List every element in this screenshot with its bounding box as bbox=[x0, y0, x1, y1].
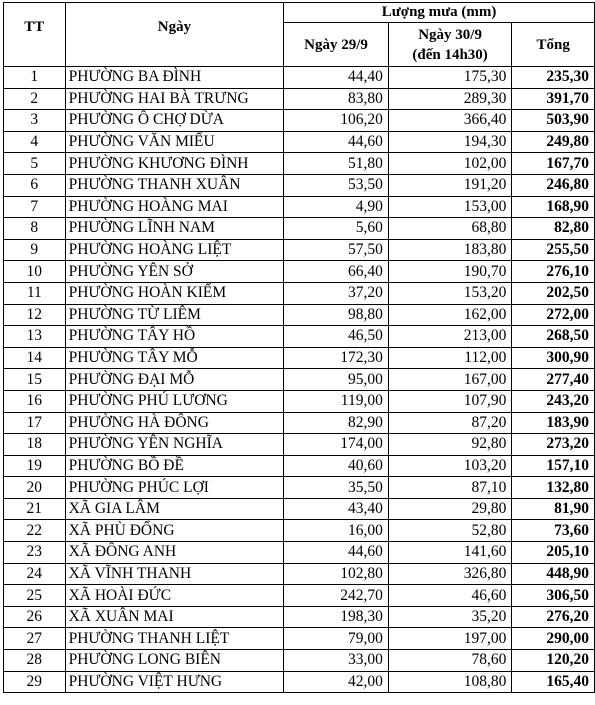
rain-total: 272,00 bbox=[512, 304, 595, 326]
table-row bbox=[4, 369, 595, 391]
rain-total: 167,70 bbox=[512, 153, 595, 175]
rain-30: 175,30 bbox=[388, 67, 512, 89]
rain-30: 141,60 bbox=[388, 542, 512, 564]
rain-29: 95,00 bbox=[284, 369, 389, 391]
ward-name: PHƯỜNG VIỆT HƯNG bbox=[65, 671, 284, 693]
header-tt: TT bbox=[4, 3, 66, 67]
rain-total: 300,90 bbox=[512, 347, 595, 369]
ward-name: XÃ GIA LÂM bbox=[65, 498, 284, 520]
rain-29: 174,00 bbox=[284, 434, 389, 456]
rain-29: 46,50 bbox=[284, 326, 389, 348]
rain-total: 290,00 bbox=[512, 628, 595, 650]
rain-total: 168,90 bbox=[512, 196, 595, 218]
rain-29: 40,60 bbox=[284, 455, 389, 477]
rain-29: 53,50 bbox=[284, 174, 389, 196]
ward-name: PHƯỜNG LONG BIÊN bbox=[65, 650, 284, 672]
rain-30: 102,00 bbox=[388, 153, 512, 175]
table-row bbox=[4, 585, 595, 607]
rain-total: 120,20 bbox=[512, 650, 595, 672]
ward-name: PHƯỜNG TÂY MỖ bbox=[65, 347, 284, 369]
table-row bbox=[4, 304, 595, 326]
row-number: 17 bbox=[4, 412, 66, 434]
row-number: 2 bbox=[4, 88, 66, 110]
rain-30: 103,20 bbox=[388, 455, 512, 477]
rain-30: 107,90 bbox=[388, 390, 512, 412]
ward-name: PHƯỜNG ĐẠI MỖ bbox=[65, 369, 284, 391]
header-luong-mua: Lượng mưa (mm) bbox=[284, 3, 595, 23]
rain-30: 112,00 bbox=[388, 347, 512, 369]
table-row bbox=[4, 326, 595, 348]
rain-29: 83,80 bbox=[284, 88, 389, 110]
row-number: 6 bbox=[4, 174, 66, 196]
table-row bbox=[4, 542, 595, 564]
header-ngay-30 bbox=[388, 23, 512, 67]
rain-total: 132,80 bbox=[512, 477, 595, 499]
rain-30: 108,80 bbox=[388, 671, 512, 693]
table-row bbox=[4, 455, 595, 477]
table-row bbox=[4, 131, 595, 153]
ward-name: PHƯỜNG HAI BÀ TRƯNG bbox=[65, 88, 284, 110]
rain-30: 92,80 bbox=[388, 434, 512, 456]
row-number: 25 bbox=[4, 585, 66, 607]
row-number: 13 bbox=[4, 326, 66, 348]
row-number: 26 bbox=[4, 606, 66, 628]
rain-29: 102,80 bbox=[284, 563, 389, 585]
ward-name: PHƯỜNG TÂY HỒ bbox=[65, 326, 284, 348]
ward-name: PHƯỜNG VĂN MIẾU bbox=[65, 131, 284, 153]
header-ngay-29: Ngày 29/9 bbox=[284, 23, 389, 67]
rain-total: 276,10 bbox=[512, 261, 595, 283]
rain-30: 87,20 bbox=[388, 412, 512, 434]
row-number: 5 bbox=[4, 153, 66, 175]
ward-name: PHƯỜNG HOÀN KIẾM bbox=[65, 282, 284, 304]
rain-29: 198,30 bbox=[284, 606, 389, 628]
table-row bbox=[4, 563, 595, 585]
table-row bbox=[4, 153, 595, 175]
rain-29: 51,80 bbox=[284, 153, 389, 175]
rain-29: 119,00 bbox=[284, 390, 389, 412]
row-number: 16 bbox=[4, 390, 66, 412]
rain-30: 153,00 bbox=[388, 196, 512, 218]
rain-total: 391,70 bbox=[512, 88, 595, 110]
table-row bbox=[4, 650, 595, 672]
rain-30: 191,20 bbox=[388, 174, 512, 196]
row-number: 29 bbox=[4, 671, 66, 693]
rain-29: 35,50 bbox=[284, 477, 389, 499]
rain-30: 87,10 bbox=[388, 477, 512, 499]
rain-total: 277,40 bbox=[512, 369, 595, 391]
table-row bbox=[4, 347, 595, 369]
table-row bbox=[4, 628, 595, 650]
row-number: 27 bbox=[4, 628, 66, 650]
rain-29: 242,70 bbox=[284, 585, 389, 607]
row-number: 7 bbox=[4, 196, 66, 218]
row-number: 1 bbox=[4, 67, 66, 89]
ward-name: PHƯỜNG PHÚ LƯƠNG bbox=[65, 390, 284, 412]
table-row bbox=[4, 110, 595, 132]
row-number: 23 bbox=[4, 542, 66, 564]
rain-29: 172,30 bbox=[284, 347, 389, 369]
rain-29: 57,50 bbox=[284, 239, 389, 261]
ward-name: PHƯỜNG LĨNH NAM bbox=[65, 218, 284, 240]
rain-29: 5,60 bbox=[284, 218, 389, 240]
rain-30: 68,80 bbox=[388, 218, 512, 240]
rain-30: 35,20 bbox=[388, 606, 512, 628]
rain-total: 157,10 bbox=[512, 455, 595, 477]
table-row bbox=[4, 88, 595, 110]
rain-30: 153,20 bbox=[388, 282, 512, 304]
table-body bbox=[4, 67, 595, 693]
rain-29: 44,60 bbox=[284, 542, 389, 564]
rain-total: 503,90 bbox=[512, 110, 595, 132]
ward-name: PHƯỜNG THANH LIỆT bbox=[65, 628, 284, 650]
rain-30: 162,00 bbox=[388, 304, 512, 326]
header-tong: Tổng bbox=[512, 23, 595, 67]
rain-total: 306,50 bbox=[512, 585, 595, 607]
table-row bbox=[4, 174, 595, 196]
table-row bbox=[4, 412, 595, 434]
rain-total: 249,80 bbox=[512, 131, 595, 153]
rain-29: 44,60 bbox=[284, 131, 389, 153]
rain-30: 289,30 bbox=[388, 88, 512, 110]
ward-name: PHƯỜNG PHÚC LỢI bbox=[65, 477, 284, 499]
rain-29: 66,40 bbox=[284, 261, 389, 283]
rain-total: 235,30 bbox=[512, 67, 595, 89]
rain-total: 82,80 bbox=[512, 218, 595, 240]
rain-29: 16,00 bbox=[284, 520, 389, 542]
rain-30: 167,00 bbox=[388, 369, 512, 391]
ward-name: PHƯỜNG HÀ ĐÔNG bbox=[65, 412, 284, 434]
rain-29: 79,00 bbox=[284, 628, 389, 650]
rainfall-table bbox=[3, 2, 595, 693]
rain-29: 43,40 bbox=[284, 498, 389, 520]
row-number: 21 bbox=[4, 498, 66, 520]
rain-29: 98,80 bbox=[284, 304, 389, 326]
rain-30: 326,80 bbox=[388, 563, 512, 585]
ward-name: XÃ HOÀI ĐỨC bbox=[65, 585, 284, 607]
rain-29: 42,00 bbox=[284, 671, 389, 693]
ward-name: PHƯỜNG KHƯƠNG ĐÌNH bbox=[65, 153, 284, 175]
row-number: 8 bbox=[4, 218, 66, 240]
row-number: 12 bbox=[4, 304, 66, 326]
rain-total: 165,40 bbox=[512, 671, 595, 693]
rain-29: 4,90 bbox=[284, 196, 389, 218]
rain-total: 255,50 bbox=[512, 239, 595, 261]
rain-30: 194,30 bbox=[388, 131, 512, 153]
rain-total: 73,60 bbox=[512, 520, 595, 542]
rain-29: 82,90 bbox=[284, 412, 389, 434]
rain-total: 183,90 bbox=[512, 412, 595, 434]
ward-name: XÃ XUÂN MAI bbox=[65, 606, 284, 628]
row-number: 14 bbox=[4, 347, 66, 369]
rain-total: 81,90 bbox=[512, 498, 595, 520]
ward-name: PHƯỜNG BỒ ĐỀ bbox=[65, 455, 284, 477]
row-number: 11 bbox=[4, 282, 66, 304]
table-row bbox=[4, 434, 595, 456]
table-row bbox=[4, 67, 595, 89]
ward-name: XÃ VĨNH THANH bbox=[65, 563, 284, 585]
rain-30: 52,80 bbox=[388, 520, 512, 542]
table-row bbox=[4, 239, 595, 261]
header-ngay-30-line2: (đến 14h30) bbox=[412, 46, 488, 63]
ward-name: PHƯỜNG HOÀNG MAI bbox=[65, 196, 284, 218]
table-row bbox=[4, 477, 595, 499]
rain-29: 33,00 bbox=[284, 650, 389, 672]
rain-30: 29,80 bbox=[388, 498, 512, 520]
rain-total: 246,80 bbox=[512, 174, 595, 196]
table-row bbox=[4, 196, 595, 218]
ward-name: PHƯỜNG TỪ LIÊM bbox=[65, 304, 284, 326]
table-row bbox=[4, 282, 595, 304]
row-number: 10 bbox=[4, 261, 66, 283]
row-number: 18 bbox=[4, 434, 66, 456]
rain-total: 268,50 bbox=[512, 326, 595, 348]
rain-total: 243,20 bbox=[512, 390, 595, 412]
table-row bbox=[4, 671, 595, 693]
rain-total: 205,10 bbox=[512, 542, 595, 564]
rain-29: 37,20 bbox=[284, 282, 389, 304]
table-row bbox=[4, 261, 595, 283]
rain-29: 106,20 bbox=[284, 110, 389, 132]
ward-name: PHƯỜNG Ô CHỢ DỪA bbox=[65, 110, 284, 132]
rain-30: 213,00 bbox=[388, 326, 512, 348]
table-row bbox=[4, 218, 595, 240]
row-number: 28 bbox=[4, 650, 66, 672]
header-ngay: Ngày bbox=[65, 3, 284, 67]
row-number: 15 bbox=[4, 369, 66, 391]
row-number: 24 bbox=[4, 563, 66, 585]
table-row bbox=[4, 498, 595, 520]
row-number: 9 bbox=[4, 239, 66, 261]
rain-total: 448,90 bbox=[512, 563, 595, 585]
ward-name: XÃ ĐÔNG ANH bbox=[65, 542, 284, 564]
rain-30: 183,80 bbox=[388, 239, 512, 261]
ward-name: XÃ PHÙ ĐỔNG bbox=[65, 520, 284, 542]
ward-name: PHƯỜNG HOÀNG LIỆT bbox=[65, 239, 284, 261]
row-number: 3 bbox=[4, 110, 66, 132]
rain-total: 276,20 bbox=[512, 606, 595, 628]
row-number: 19 bbox=[4, 455, 66, 477]
ward-name: PHƯỜNG YÊN NGHĨA bbox=[65, 434, 284, 456]
table-row bbox=[4, 606, 595, 628]
rain-total: 202,50 bbox=[512, 282, 595, 304]
rain-30: 78,60 bbox=[388, 650, 512, 672]
rain-30: 197,00 bbox=[388, 628, 512, 650]
table-row bbox=[4, 390, 595, 412]
header-ngay-30-line1: Ngày 30/9 bbox=[418, 26, 482, 43]
rain-30: 190,70 bbox=[388, 261, 512, 283]
table-row bbox=[4, 520, 595, 542]
ward-name: PHƯỜNG THANH XUÂN bbox=[65, 174, 284, 196]
rain-total: 273,20 bbox=[512, 434, 595, 456]
row-number: 22 bbox=[4, 520, 66, 542]
ward-name: PHƯỜNG BA ĐÌNH bbox=[65, 67, 284, 89]
rain-29: 44,40 bbox=[284, 67, 389, 89]
rain-30: 366,40 bbox=[388, 110, 512, 132]
ward-name: PHƯỜNG YÊN SỞ bbox=[65, 261, 284, 283]
row-number: 20 bbox=[4, 477, 66, 499]
row-number: 4 bbox=[4, 131, 66, 153]
rain-30: 46,60 bbox=[388, 585, 512, 607]
